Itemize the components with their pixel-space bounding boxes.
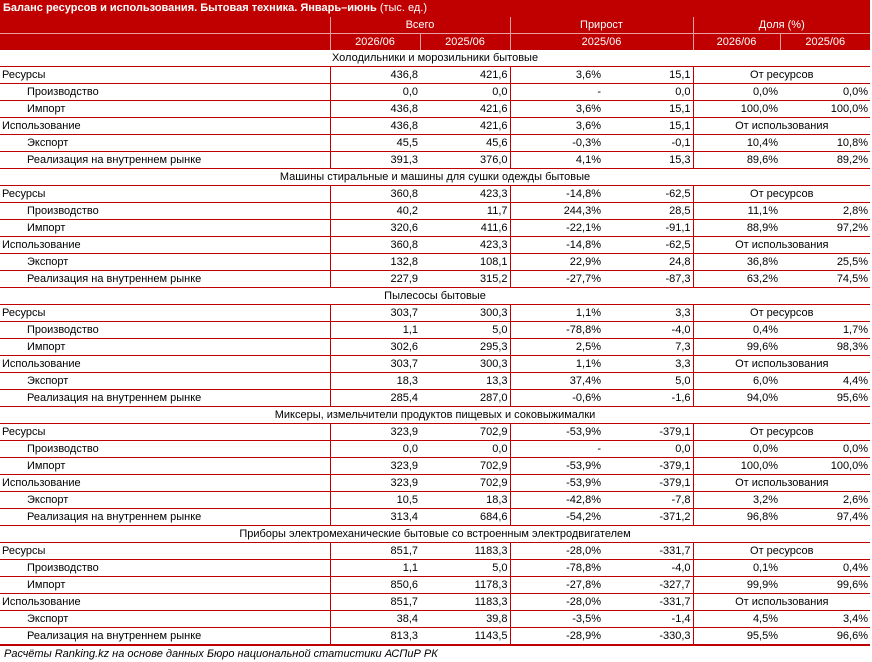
share-group-label: От ресурсов: [693, 543, 870, 560]
total-2025-cell: 0,0: [420, 441, 510, 458]
table-row: [0, 577, 870, 594]
growth-percent-cell: -22,1%: [510, 220, 603, 237]
table-row: [0, 305, 870, 322]
growth-absolute-cell: -0,1: [603, 135, 693, 152]
growth-percent-cell: -53,9%: [510, 475, 603, 492]
total-2025-cell: 421,6: [420, 67, 510, 84]
growth-absolute-cell: 28,5: [603, 203, 693, 220]
growth-absolute-cell: -7,8: [603, 492, 693, 509]
report-title: Баланс ресурсов и использования. Бытовая техника. Январь–июнь: [3, 2, 377, 14]
share-2026-cell: 96,8%: [693, 509, 780, 526]
growth-percent-cell: -0,6%: [510, 390, 603, 407]
share-2026-cell: 0,0%: [693, 441, 780, 458]
total-2025-cell: 376,0: [420, 152, 510, 169]
share-2025-cell: 25,5%: [780, 254, 870, 271]
row-label: Ресурсы: [0, 186, 330, 203]
total-2026-cell: 323,9: [330, 458, 420, 475]
growth-absolute-cell: 0,0: [603, 441, 693, 458]
growth-percent-cell: 1,1%: [510, 305, 603, 322]
total-2025-cell: 45,6: [420, 135, 510, 152]
header-row-groups: [0, 17, 870, 34]
growth-absolute-cell: 0,0: [603, 84, 693, 101]
growth-percent-cell: -53,9%: [510, 458, 603, 475]
share-2025-cell: 98,3%: [780, 339, 870, 356]
balance-table: [0, 17, 870, 645]
table-row: [0, 356, 870, 373]
report-title-bar: [0, 0, 870, 17]
share-2026-cell: 100,0%: [693, 458, 780, 475]
total-2025-cell: 5,0: [420, 560, 510, 577]
growth-absolute-cell: -62,5: [603, 186, 693, 203]
header-period-share-2025: 2025/06: [780, 34, 870, 51]
header-period-total-2025: 2025/06: [420, 34, 510, 51]
total-2026-cell: 285,4: [330, 390, 420, 407]
report-unit: (тыс. ед.): [379, 2, 428, 14]
share-2025-cell: 97,4%: [780, 509, 870, 526]
table-row: [0, 203, 870, 220]
section-header-row: [0, 50, 870, 67]
share-2026-cell: 94,0%: [693, 390, 780, 407]
total-2025-cell: 1178,3: [420, 577, 510, 594]
total-2026-cell: 302,6: [330, 339, 420, 356]
share-2026-cell: 89,6%: [693, 152, 780, 169]
row-label: Ресурсы: [0, 543, 330, 560]
table-row: [0, 237, 870, 254]
growth-percent-cell: -: [510, 84, 603, 101]
growth-absolute-cell: -371,2: [603, 509, 693, 526]
share-group-label: От использования: [693, 475, 870, 492]
total-2025-cell: 411,6: [420, 220, 510, 237]
row-label: Ресурсы: [0, 305, 330, 322]
table-row: [0, 492, 870, 509]
table-row: [0, 220, 870, 237]
growth-absolute-cell: -91,1: [603, 220, 693, 237]
total-2026-cell: 227,9: [330, 271, 420, 288]
total-2025-cell: 1183,3: [420, 543, 510, 560]
total-2026-cell: 38,4: [330, 611, 420, 628]
total-2025-cell: 421,6: [420, 118, 510, 135]
total-2025-cell: 295,3: [420, 339, 510, 356]
row-label: Реализация на внутреннем рынке: [0, 628, 330, 645]
growth-percent-cell: -28,9%: [510, 628, 603, 645]
section-header-row: [0, 288, 870, 305]
row-label: Импорт: [0, 101, 330, 118]
growth-percent-cell: 244,3%: [510, 203, 603, 220]
growth-absolute-cell: -379,1: [603, 475, 693, 492]
row-label: Реализация на внутреннем рынке: [0, 152, 330, 169]
share-2026-cell: 36,8%: [693, 254, 780, 271]
section-title: Миксеры, измельчители продуктов пищевых и соковыжималки: [0, 407, 870, 424]
share-2025-cell: 2,8%: [780, 203, 870, 220]
section-header-row: [0, 526, 870, 543]
row-label: Использование: [0, 356, 330, 373]
row-label: Производство: [0, 441, 330, 458]
row-label: Использование: [0, 237, 330, 254]
growth-absolute-cell: 24,8: [603, 254, 693, 271]
total-2026-cell: 45,5: [330, 135, 420, 152]
share-group-label: От ресурсов: [693, 305, 870, 322]
header-blank: [0, 17, 330, 34]
table-row: [0, 101, 870, 118]
table-row: [0, 373, 870, 390]
growth-percent-cell: -27,7%: [510, 271, 603, 288]
growth-absolute-cell: -62,5: [603, 237, 693, 254]
total-2025-cell: 287,0: [420, 390, 510, 407]
total-2026-cell: 360,8: [330, 186, 420, 203]
row-label: Реализация на внутреннем рынке: [0, 390, 330, 407]
growth-percent-cell: 37,4%: [510, 373, 603, 390]
growth-absolute-cell: -379,1: [603, 424, 693, 441]
share-2025-cell: 3,4%: [780, 611, 870, 628]
table-row: [0, 611, 870, 628]
total-2026-cell: 851,7: [330, 594, 420, 611]
share-group-label: От ресурсов: [693, 67, 870, 84]
total-2025-cell: 1143,5: [420, 628, 510, 645]
total-2025-cell: 0,0: [420, 84, 510, 101]
row-label: Использование: [0, 594, 330, 611]
share-group-label: От ресурсов: [693, 424, 870, 441]
share-2026-cell: 0,4%: [693, 322, 780, 339]
growth-percent-cell: -0,3%: [510, 135, 603, 152]
table-body: [0, 50, 870, 645]
growth-percent-cell: 3,6%: [510, 101, 603, 118]
total-2026-cell: 851,7: [330, 543, 420, 560]
row-label: Использование: [0, 475, 330, 492]
share-2025-cell: 96,6%: [780, 628, 870, 645]
total-2026-cell: 323,9: [330, 424, 420, 441]
growth-absolute-cell: -87,3: [603, 271, 693, 288]
growth-absolute-cell: -330,3: [603, 628, 693, 645]
total-2026-cell: 391,3: [330, 152, 420, 169]
share-2025-cell: 74,5%: [780, 271, 870, 288]
total-2026-cell: 1,1: [330, 560, 420, 577]
growth-percent-cell: -53,9%: [510, 424, 603, 441]
source-footnote: Расчёты Ranking.kz на основе данных Бюро национальной статистики АСПиР РК: [0, 645, 870, 662]
total-2025-cell: 423,3: [420, 186, 510, 203]
share-2026-cell: 11,1%: [693, 203, 780, 220]
row-label: Производство: [0, 203, 330, 220]
total-2025-cell: 18,3: [420, 492, 510, 509]
table-row: [0, 543, 870, 560]
table-row: [0, 594, 870, 611]
header-period-share-2026: 2026/06: [693, 34, 780, 51]
table-row: [0, 560, 870, 577]
total-2026-cell: 313,4: [330, 509, 420, 526]
total-2026-cell: 320,6: [330, 220, 420, 237]
growth-absolute-cell: 5,0: [603, 373, 693, 390]
header-row-periods: [0, 34, 870, 51]
total-2026-cell: 303,7: [330, 305, 420, 322]
row-label: Экспорт: [0, 373, 330, 390]
total-2026-cell: 813,3: [330, 628, 420, 645]
section-title: Пылесосы бытовые: [0, 288, 870, 305]
row-label: Экспорт: [0, 611, 330, 628]
section-header-row: [0, 407, 870, 424]
growth-percent-cell: -: [510, 441, 603, 458]
table-row: [0, 441, 870, 458]
share-2026-cell: 4,5%: [693, 611, 780, 628]
total-2025-cell: 39,8: [420, 611, 510, 628]
row-label: Экспорт: [0, 492, 330, 509]
table-row: [0, 271, 870, 288]
total-2026-cell: 303,7: [330, 356, 420, 373]
total-2025-cell: 421,6: [420, 101, 510, 118]
growth-percent-cell: -27,8%: [510, 577, 603, 594]
share-2026-cell: 10,4%: [693, 135, 780, 152]
row-label: Реализация на внутреннем рынке: [0, 271, 330, 288]
table-row: [0, 424, 870, 441]
share-2025-cell: 1,7%: [780, 322, 870, 339]
header-period-total-2026: 2026/06: [330, 34, 420, 51]
total-2025-cell: 300,3: [420, 305, 510, 322]
table-row: [0, 458, 870, 475]
growth-absolute-cell: 15,1: [603, 118, 693, 135]
row-label: Реализация на внутреннем рынке: [0, 509, 330, 526]
total-2025-cell: 108,1: [420, 254, 510, 271]
total-2025-cell: 315,2: [420, 271, 510, 288]
growth-percent-cell: -14,8%: [510, 237, 603, 254]
total-2026-cell: 0,0: [330, 441, 420, 458]
share-2025-cell: 2,6%: [780, 492, 870, 509]
header-blank-2: [0, 34, 330, 51]
growth-absolute-cell: 15,1: [603, 101, 693, 118]
share-group-label: От использования: [693, 237, 870, 254]
share-group-label: От использования: [693, 356, 870, 373]
table-row: [0, 67, 870, 84]
table-row: [0, 475, 870, 492]
section-header-row: [0, 169, 870, 186]
table-row: [0, 152, 870, 169]
share-2025-cell: 95,6%: [780, 390, 870, 407]
share-2025-cell: 0,4%: [780, 560, 870, 577]
table-row: [0, 628, 870, 645]
row-label: Производство: [0, 560, 330, 577]
growth-percent-cell: 3,6%: [510, 67, 603, 84]
total-2026-cell: 323,9: [330, 475, 420, 492]
growth-absolute-cell: -1,6: [603, 390, 693, 407]
row-label: Импорт: [0, 577, 330, 594]
row-label: Производство: [0, 322, 330, 339]
growth-absolute-cell: 7,3: [603, 339, 693, 356]
section-title: Машины стиральные и машины для сушки одежды бытовые: [0, 169, 870, 186]
total-2026-cell: 360,8: [330, 237, 420, 254]
total-2026-cell: 850,6: [330, 577, 420, 594]
table-row: [0, 322, 870, 339]
row-label: Импорт: [0, 339, 330, 356]
growth-absolute-cell: 15,3: [603, 152, 693, 169]
total-2026-cell: 1,1: [330, 322, 420, 339]
growth-percent-cell: -54,2%: [510, 509, 603, 526]
table-row: [0, 118, 870, 135]
total-2026-cell: 436,8: [330, 101, 420, 118]
total-2025-cell: 702,9: [420, 458, 510, 475]
total-2025-cell: 702,9: [420, 424, 510, 441]
growth-percent-cell: 4,1%: [510, 152, 603, 169]
growth-percent-cell: -28,0%: [510, 543, 603, 560]
table-row: [0, 186, 870, 203]
growth-percent-cell: 22,9%: [510, 254, 603, 271]
total-2026-cell: 436,8: [330, 118, 420, 135]
share-2026-cell: 63,2%: [693, 271, 780, 288]
row-label: Производство: [0, 84, 330, 101]
growth-percent-cell: 1,1%: [510, 356, 603, 373]
row-label: Импорт: [0, 458, 330, 475]
growth-absolute-cell: 3,3: [603, 305, 693, 322]
growth-absolute-cell: -331,7: [603, 594, 693, 611]
total-2026-cell: 132,8: [330, 254, 420, 271]
share-2025-cell: 4,4%: [780, 373, 870, 390]
total-2025-cell: 5,0: [420, 322, 510, 339]
total-2025-cell: 13,3: [420, 373, 510, 390]
total-2026-cell: 0,0: [330, 84, 420, 101]
total-2026-cell: 18,3: [330, 373, 420, 390]
total-2025-cell: 1183,3: [420, 594, 510, 611]
growth-percent-cell: 3,6%: [510, 118, 603, 135]
growth-percent-cell: -3,5%: [510, 611, 603, 628]
share-2025-cell: 0,0%: [780, 441, 870, 458]
share-2026-cell: 100,0%: [693, 101, 780, 118]
share-2026-cell: 3,2%: [693, 492, 780, 509]
row-label: Импорт: [0, 220, 330, 237]
header-growth: Прирост: [510, 17, 693, 34]
share-2026-cell: 0,0%: [693, 84, 780, 101]
header-period-growth: 2025/06: [510, 34, 693, 51]
share-2025-cell: 10,8%: [780, 135, 870, 152]
share-2026-cell: 95,5%: [693, 628, 780, 645]
table-row: [0, 254, 870, 271]
row-label: Экспорт: [0, 135, 330, 152]
row-label: Ресурсы: [0, 424, 330, 441]
share-2026-cell: 99,9%: [693, 577, 780, 594]
share-2026-cell: 6,0%: [693, 373, 780, 390]
share-2025-cell: 97,2%: [780, 220, 870, 237]
share-2025-cell: 100,0%: [780, 458, 870, 475]
share-2026-cell: 88,9%: [693, 220, 780, 237]
share-2026-cell: 0,1%: [693, 560, 780, 577]
growth-absolute-cell: -331,7: [603, 543, 693, 560]
share-2025-cell: 0,0%: [780, 84, 870, 101]
share-2026-cell: 99,6%: [693, 339, 780, 356]
growth-percent-cell: -78,8%: [510, 560, 603, 577]
share-group-label: От использования: [693, 594, 870, 611]
growth-absolute-cell: 15,1: [603, 67, 693, 84]
growth-absolute-cell: -327,7: [603, 577, 693, 594]
growth-percent-cell: -42,8%: [510, 492, 603, 509]
total-2025-cell: 423,3: [420, 237, 510, 254]
row-label: Экспорт: [0, 254, 330, 271]
section-title: Холодильники и морозильники бытовые: [0, 50, 870, 67]
table-row: [0, 509, 870, 526]
total-2026-cell: 10,5: [330, 492, 420, 509]
growth-absolute-cell: -4,0: [603, 560, 693, 577]
table-row: [0, 339, 870, 356]
total-2025-cell: 11,7: [420, 203, 510, 220]
header-share: Доля (%): [693, 17, 870, 34]
growth-absolute-cell: -1,4: [603, 611, 693, 628]
growth-absolute-cell: 3,3: [603, 356, 693, 373]
total-2025-cell: 684,6: [420, 509, 510, 526]
table-row: [0, 135, 870, 152]
total-2026-cell: 40,2: [330, 203, 420, 220]
share-2025-cell: 89,2%: [780, 152, 870, 169]
total-2025-cell: 300,3: [420, 356, 510, 373]
share-group-label: От использования: [693, 118, 870, 135]
section-title: Приборы электромеханические бытовые со встроенным электродвигателем: [0, 526, 870, 543]
growth-absolute-cell: -379,1: [603, 458, 693, 475]
growth-percent-cell: -14,8%: [510, 186, 603, 203]
growth-percent-cell: 2,5%: [510, 339, 603, 356]
row-label: Использование: [0, 118, 330, 135]
total-2025-cell: 702,9: [420, 475, 510, 492]
table-row: [0, 390, 870, 407]
growth-percent-cell: -28,0%: [510, 594, 603, 611]
table-row: [0, 84, 870, 101]
total-2026-cell: 436,8: [330, 67, 420, 84]
share-group-label: От ресурсов: [693, 186, 870, 203]
share-2025-cell: 100,0%: [780, 101, 870, 118]
growth-absolute-cell: -4,0: [603, 322, 693, 339]
row-label: Ресурсы: [0, 67, 330, 84]
share-2025-cell: 99,6%: [780, 577, 870, 594]
header-total: Всего: [330, 17, 510, 34]
growth-percent-cell: -78,8%: [510, 322, 603, 339]
